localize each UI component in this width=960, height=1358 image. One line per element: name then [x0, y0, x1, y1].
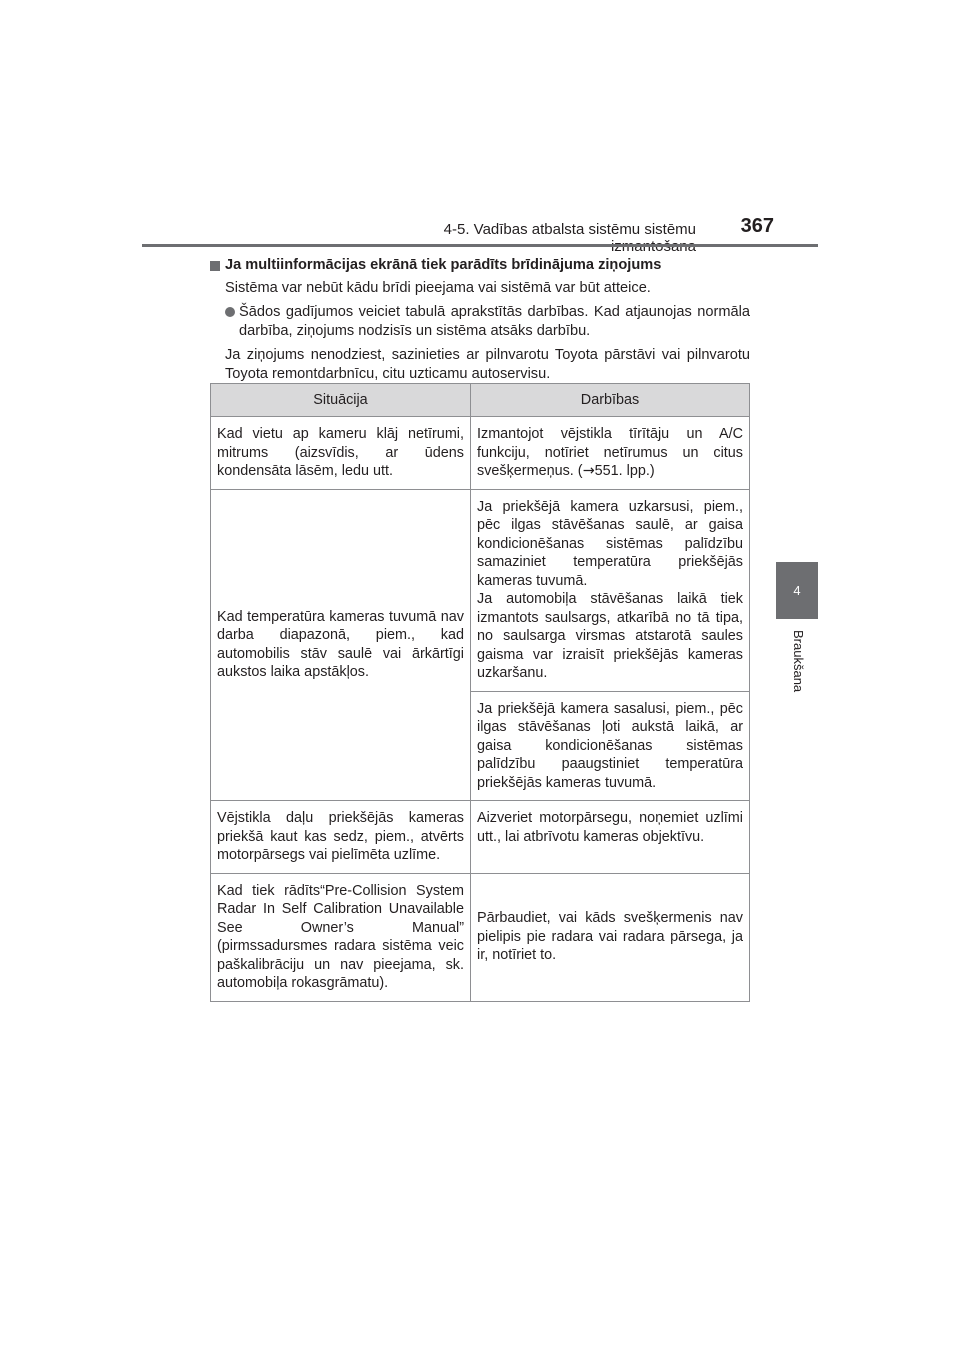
table-header-row — [211, 384, 750, 417]
action-text: Ja priekšējā kamera uzkarsusi, piem., pēc ilgas stāvēšanas saulē, ar gaisa kondicionēšanas sistēmas palīdzību samaziniet temperatūra priekšējās kameras tuvumā. — [477, 498, 743, 589]
chapter-label: Braukšana — [791, 630, 806, 693]
dot-bullet-icon — [225, 307, 235, 317]
arrow-icon: → — [582, 463, 595, 479]
section-heading-text: Ja multiinformācijas ekrānā tiek parādīts brīdinājuma ziņojums — [225, 257, 662, 273]
table-row — [211, 417, 750, 490]
bullet-item — [210, 303, 750, 341]
header-actions: Darbības — [471, 384, 750, 417]
contact-paragraph: Ja ziņojums nenodziest, sazinieties ar pilnvarotu Toyota pārstāvi vai pilnvarotu Toyota remontdarbnīcu, citu uzticamu autoservisu. — [225, 347, 750, 382]
action-cell: Ja priekšējā kamera sasalusi, piem., pēc ilgas stāvēšanas ļoti aukstā laikā, ar gaisa kondicionēšanas sistēmas palīdzību paaugstiniet temperatūra priekšējās kameras tuvumā. — [471, 691, 750, 801]
table-row — [211, 873, 750, 1001]
header-situation: Situācija — [211, 384, 471, 417]
header-title: 4-5. Vadības atbalsta sistēmu sistēmu — [443, 221, 696, 238]
bullet-text: Šādos gadījumos veiciet tabulā aprakstītās darbības. Kad atjaunojas normāla darbība, ziņojums nodzisīs un sistēma atsāks darbību. — [239, 304, 750, 339]
action-text: Izmantojot vējstikla tīrītāju un A/C funkciju, notīriet netīrumus un citus svešķermeņus. ( — [477, 426, 743, 479]
action-text: Ja automobiļa stāvēšanas laikā tiek izmantots saulsargs, atkarībā no tā tipa, no saulsarga virsmas atstarotā saules gaisma var izraisīt priekšējās kameras uzkaršanu. — [477, 591, 743, 681]
section-heading — [210, 256, 750, 275]
action-cell — [471, 417, 750, 490]
situation-table — [210, 383, 750, 1002]
situation-cell: Kad vietu ap kameru klāj netīrumi, mitrums (aizsvīdis, ar ūdens kondensāta lāsēm, ledu utt. — [211, 417, 471, 490]
action-cell: Aizveriet motorpārsegu, noņemiet uzlīmi utt., lai atbrīvotu kameras objektīvu. — [471, 801, 750, 874]
header-rule — [142, 244, 818, 247]
situation-cell: Kad temperatūra kameras tuvumā nav darba diapazonā, piem., kad automobilis stāv saulē vai ārkārtīgi aukstos laika apstākļos. — [211, 489, 471, 801]
table-row — [211, 489, 750, 691]
content — [210, 256, 750, 389]
action-cell — [471, 489, 750, 691]
action-cell: Pārbaudiet, vai kāds svešķermenis nav pielipis pie radara vai radara pārsega, ja ir, notīriet to. — [471, 873, 750, 1001]
page-reference: 551. lpp.) — [594, 463, 655, 479]
chapter-tab: 4 — [776, 562, 818, 619]
situation-cell: Kad tiek rādīts“Pre-Collision System Radar In Self Calibration Unavailable See Owner’s Manual” (pirmssadursmes radara sistēma veic paškalibrāciju un nav pieejama, sk. automobiļa rokasgrāmatu). — [211, 873, 471, 1001]
situation-cell: Vējstikla daļu priekšējās kameras priekšā kaut kas sedz, piem., atvērts motorpārsegs vai pielīmēta uzlīme. — [211, 801, 471, 874]
page-number: 367 — [740, 215, 774, 237]
intro-paragraph: Sistēma var nebūt kādu brīdi pieejama vai sistēmā var būt atteice. — [225, 280, 651, 296]
square-bullet-icon — [210, 261, 220, 271]
table-row — [211, 801, 750, 874]
